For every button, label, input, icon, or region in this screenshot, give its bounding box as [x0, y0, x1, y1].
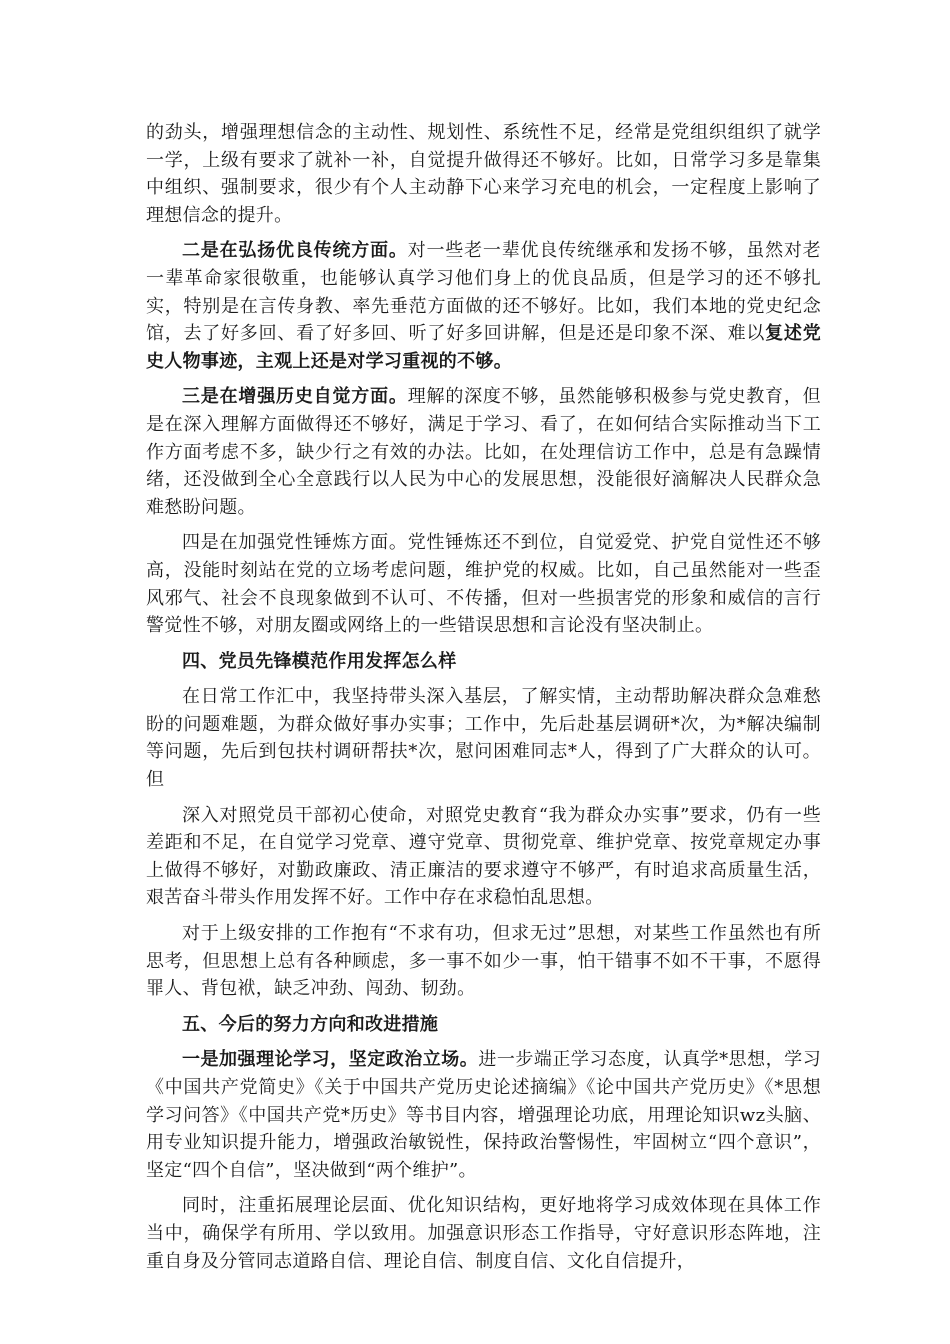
- paragraph-text: 进一步端正学习态度，认真学*思想，学习《中国共产党简史》《关于中国共产党历史论述摘编》《论中国共产党历史》《*思想学习问答》《中国共产党*历史》等书目内容，增强理论功底，用理论知识wz头脑、用专业知识提升能力，增强政治敏锐性，保持政治警惕性，牢固树立“四个意识”，坚定“四个自信”，坚决做到“两个维护”。: [146, 1049, 821, 1181]
- section-heading-vanguard: 四、党员先锋模范作用发挥怎么样: [182, 650, 457, 672]
- paragraph-text: 对于上级安排的工作抱有“不求有功，但求无过”思想，对某些工作虽然也有所思考，但思想上总有各种顾虑，多一事不如少一事，怕干错事不如不干事，不愿得罪人、背包袱，缺乏冲劲、闯劲、韧劲。: [146, 923, 821, 1000]
- paragraph-tradition: [146, 237, 821, 375]
- paragraph-text: 深入对照党员干部初心使命，对照党史教育“我为群众办实事”要求，仍有一些差距和不足，在自觉学习党章、遵守党章、贯彻党章、维护党章、按党章规定办事上做得不够好，对勤政廉政、清正廉洁的要求遵守不够严，有时追求高质量生活，艰苦奋斗带头作用发挥不好。工作中存在求稳怕乱思想。: [146, 804, 821, 909]
- paragraph-gaps: [146, 802, 821, 912]
- paragraph-history: [146, 383, 821, 521]
- paragraph-text: 同时，注重拓展理论层面、优化知识结构，更好地将学习成效体现在具体工作当中，确保学有所用、学以致用。加强意识形态工作指导，守好意识形态阵地，注重自身及分管同志道路自信、理论自信、制度自信、文化自信提升，: [146, 1195, 821, 1272]
- paragraph-text: 理解的深度不够，虽然能够积极参与党史教育，但是在深入理解方面做得还不够好，满足于学习、看了，在如何结合实际推动当下工作方面考虑不多，缺少行之有效的办法。比如，在处理信访工作中，总是有急躁情绪，还没做到全心全意践行以人民为中心的发展思想，没能很好滴解决人民群众急难愁盼问题。: [146, 386, 821, 518]
- paragraph-party-spirit: [146, 529, 821, 639]
- paragraph-text: 对一些老一辈优良传统继承和发扬不够，虽然对老一辈革命家很敬重，也能够认真学习他们身上的优良品质，但是学习的还不够扎实，特别是在言传身教、率先垂范方面做的还不够好。比如，我们本地的党史纪念馆，去了好多回、看了好多回、听了好多回讲解，但是还是印象不深、难以: [146, 240, 821, 345]
- section-heading-improvement: 五、今后的努力方向和改进措施: [182, 1013, 439, 1035]
- paragraph-lead: 一是加强理论学习，坚定政治立场。: [182, 1049, 479, 1071]
- paragraph-knowledge: [146, 1192, 821, 1275]
- paragraph-daily-work: [146, 683, 821, 793]
- paragraph-theory-study: [146, 1046, 821, 1184]
- paragraph-tail: 复述党史人物事迹，主观上还是对学习重视的不够。: [146, 323, 821, 372]
- paragraph-text: 的劲头，增强理想信念的主动性、规划性、系统性不足，经常是党组织组织了就学一学，上级有要求了就补一补，自觉提升做得还不够好。比如，日常学习多是靠集中组织、强制要求，很少有个人主动静下心来学习充电的机会，一定程度上影响了理想信念的提升。: [146, 122, 821, 226]
- paragraph-lead: 二是在弘扬优良传统方面。: [182, 240, 408, 262]
- paragraph-lead: 三是在增强历史自觉方面。: [182, 386, 408, 408]
- paragraph-attitude: [146, 920, 821, 1003]
- paragraph-text: 在日常工作汇中，我坚持带头深入基层，了解实情，主动帮助解决群众急难愁盼的问题难题，为群众做好事办实事；工作中，先后赴基层调研*次，为*解决编制等问题，先后到包扶村调研帮扶*次，慰问困难同志*人，得到了广大群众的认可。但: [146, 686, 821, 791]
- paragraph-text: 四是在加强党性锤炼方面。党性锤炼还不到位，自觉爱党、护党自觉性还不够高，没能时刻站在党的立场考虑问题，维护党的权威。比如，自己虽然能对一些歪风邪气、社会不良现象做到不认可、不传播，但对一些损害党的形象和威信的言行警觉性不够，对朋友圈或网络上的一些错误思想和言论没有坚决制止。: [146, 532, 821, 637]
- paragraph-ideal-belief: [146, 119, 821, 229]
- document-body: [146, 119, 821, 1283]
